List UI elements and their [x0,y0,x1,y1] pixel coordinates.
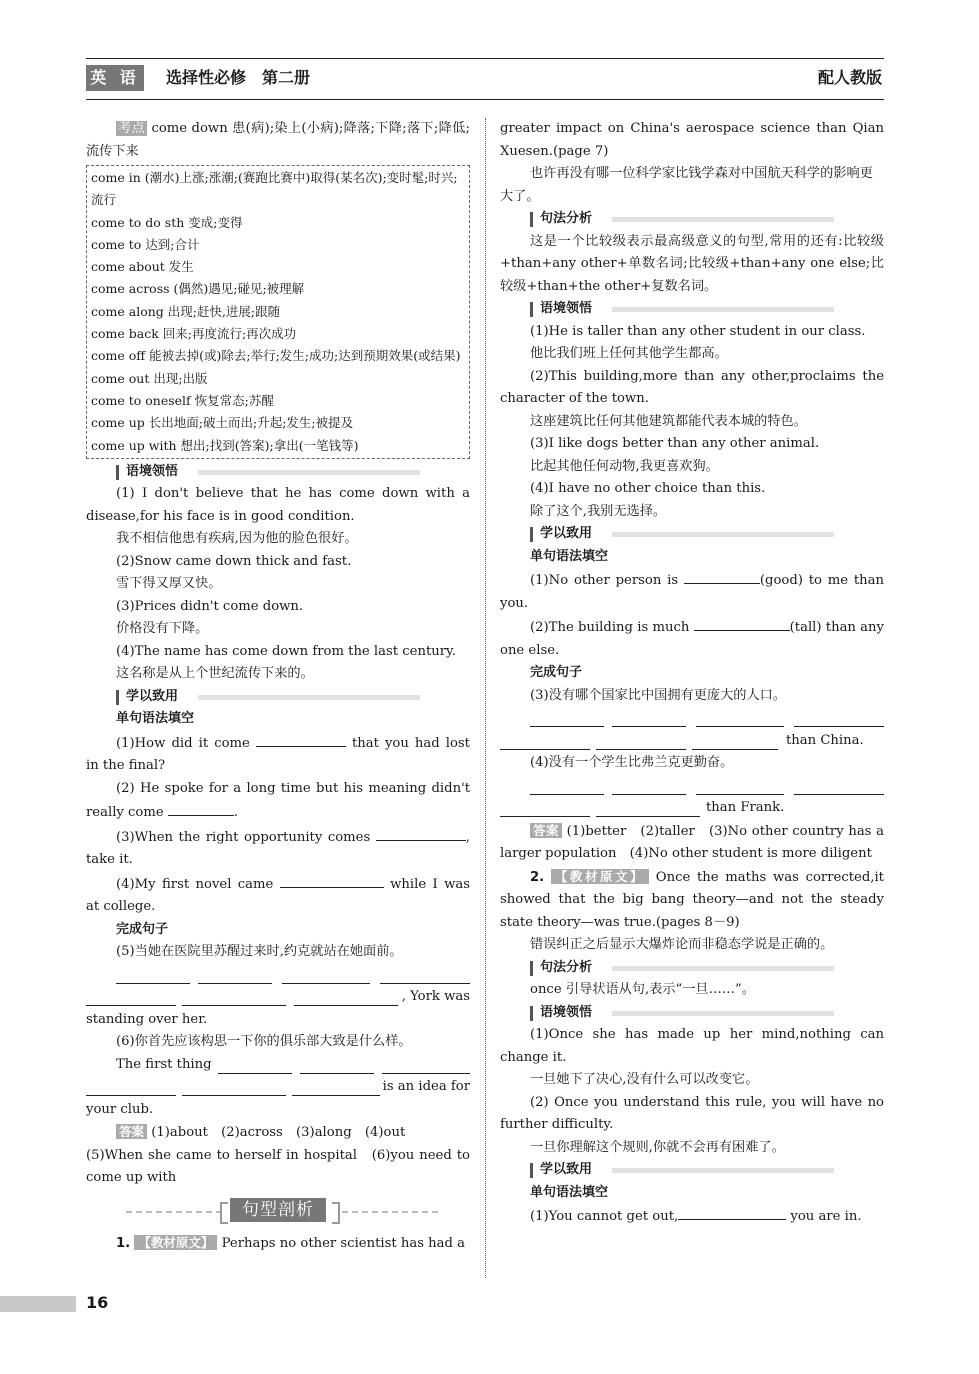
answer-block-cont: (5)When she came to herself in hospital (6)you need to come up with [86,1147,470,1186]
phrase-item: come in (潮水)上涨;涨潮;(赛跑比赛中)取得(某名次);变时髦;时兴;流行 [91,170,458,208]
answer-line-row [86,1054,470,1077]
textbook-item-2-zh: 错误纠正之后显示大爆炸论而非稳态学说是正确的。 [530,937,834,952]
question-2: (2) He spoke for a long time but his meaning didn't really come . [86,780,470,821]
section-heading-context: 语境领悟 [500,1002,884,1025]
phrase-item: come up 长出地面;破土而出;升起;发生;被提及 [91,415,354,431]
answer-blank[interactable] [256,731,346,747]
subheading-complete: 完成句子 [116,921,169,937]
answer-blank[interactable] [168,800,234,816]
column-divider [485,118,486,1278]
answer-blank[interactable] [182,1080,286,1096]
section-heading-apply: 学以致用 [500,1159,884,1182]
subheading-fill: 单句语法填空 [530,1184,609,1200]
answer-blank[interactable] [218,1058,292,1074]
answer-blank[interactable] [612,711,686,727]
example-en: (2)This building,more than any other,proclaims the character of the town. [500,368,884,406]
question-6: (6)你首先应该构思一下你的俱乐部大致是什么样。 [116,1034,412,1050]
answer-blank[interactable] [596,801,700,817]
question-5-end: standing over her. [86,1011,208,1027]
answer-blank[interactable] [684,568,760,584]
answer-line-row [500,775,884,798]
answer-blank[interactable] [678,1204,786,1220]
textbook-tag: 【教材原文】 [551,869,649,884]
right-column [500,118,884,1229]
syntax-analysis: 这是一个比较级表示最高级意义的句型,常用的还有:比较级+than+any other+单数名词;比较级+than+any one else;比较级+than+the other+复数名词。 [500,233,884,294]
example-zh: 这座建筑比任何其他建筑都能代表本城的特色。 [530,413,807,429]
page-number: 16 [86,1293,109,1312]
answer-blank[interactable] [86,1080,176,1096]
example-zh: 价格没有下降。 [116,621,209,637]
example-en: (2)Snow came down thick and fast. [116,553,352,569]
section-heading-syntax: 句法分析 [500,208,884,231]
answer-blank[interactable] [794,779,884,795]
phrase-item: come to 达到;合计 [91,236,200,252]
phrase-item: come back 回来;再度流行;再次成功 [91,326,297,342]
phrase-item: come up with 想出;找到(答案);拿出(一笔钱等) [91,437,359,453]
example-zh: 雪下得又厚又快。 [116,576,222,592]
kaodian-text: come down 患(病);染上(小病);降落;下降;落下;降低;流传下来 [86,121,471,159]
question-3: (3)When the right opportunity comes , take it. [86,825,470,872]
footer-bar [0,1296,76,1312]
page-header [86,58,884,100]
example-zh: 除了这个,我别无选择。 [530,503,667,519]
question-4-tail: than Frank. [706,800,785,815]
answer-blank[interactable] [116,968,190,984]
answer-blank[interactable] [530,779,604,795]
question-3-tail: than China. [786,732,864,748]
answer-blank[interactable] [294,990,398,1006]
example-zh: 一旦你理解这个规则,你就不会再有困难了。 [530,1139,785,1155]
section-banner [86,1196,470,1228]
example-zh: 我不相信他患有疾病,因为他的脸色很好。 [116,531,358,547]
question-4: (4)没有一个学生比弗兰克更勤奋。 [530,755,734,770]
phrase-item: come along 出现;赶快,进展;跟随 [91,303,281,319]
phrase-item: come to do sth 变成;变得 [91,214,243,230]
section-heading-context: 语境领悟 [500,298,884,321]
answer-blank[interactable] [530,711,604,727]
answer-line-row [500,797,884,820]
phrase-item: come to oneself 恢复常态;苏醒 [91,392,274,408]
example-en: (3)I like dogs better than any other animal. [530,436,820,451]
answer-blank[interactable] [282,968,370,984]
answer-blank[interactable] [692,734,778,750]
edition-label: 配人教版 [817,68,882,87]
question-3: (3)没有哪个国家比中国拥有更庞大的人口。 [530,687,787,703]
question-6-start: The first thing [116,1056,212,1072]
example-zh: 比起其他任何动物,我更喜欢狗。 [530,458,719,474]
answer-blank[interactable] [696,779,784,795]
subject-badge: 英 语 [86,65,144,91]
section-heading-context: 语境领悟 [86,461,470,484]
subheading-fill: 单句语法填空 [116,711,195,727]
textbook-item-2: 2. 【教材原文】 Once the maths was corrected,it showed that the big bang theory—and not the steady state theory—was true.(pages 8－9) [500,868,884,930]
example-en: (1)He is taller than any other student in our class. [530,323,866,339]
question-4: (4)My first novel came while I was at college. [86,872,470,919]
question-6-end: your club. [86,1101,154,1117]
banner-title: 句型剖析 [230,1198,326,1222]
textbook-item-1: 1. 【教材原文】 Perhaps no other scientist has had a [116,1234,466,1251]
answer-blank[interactable] [612,779,686,795]
example-zh: 一旦她下了决心,没有什么可以改变它。 [530,1072,759,1087]
section-heading-apply: 学以致用 [86,686,470,709]
answer-tag: 答案 [530,823,562,838]
example-en: (1) I don't believe that he has come down with a disease,for his face is in good condition. [86,486,470,524]
answer-blank[interactable] [380,968,470,984]
answer-blank[interactable] [500,801,590,817]
answer-blank[interactable] [300,1058,374,1074]
question-5-tail: , York was [401,989,470,1005]
answer-blank[interactable] [198,968,272,984]
subheading-fill: 单句语法填空 [530,548,609,564]
example-en: (4)The name has come down from the last century. [116,643,456,659]
section-heading-apply: 学以致用 [500,523,884,546]
textbook-item-1-cont: greater impact on China's aerospace science than Qian Xuesen.(page 7) [500,121,884,159]
textbook-item-1-zh: 也许再没有哪一位科学家比钱学森对中国航天科学的影响更大了。 [500,166,873,204]
example-en: (2) Once you understand this rule, you will have no further difficulty. [500,1094,884,1132]
question-5: (5)当她在医院里苏醒过来时,约克就站在她面前。 [116,944,403,960]
question-6-tail: is an idea for [382,1079,470,1095]
kaodian-paragraph [86,118,470,163]
answer-line-row [86,1076,470,1099]
answer-blank[interactable] [182,990,286,1006]
left-column [86,118,470,1255]
example-en: (3)Prices didn't come down. [116,598,304,614]
phrase-box [86,165,470,459]
question-last: (1)You cannot get out, you are in. [500,1204,884,1229]
answer-blank[interactable] [280,872,384,888]
answer-blank[interactable] [86,990,176,1006]
phrase-item: come across (偶然)遇见;碰见;被理解 [91,281,305,297]
answer-tag: 答案 [116,1124,147,1139]
answer-line-row [86,964,470,987]
answer-line-row [500,707,884,730]
answer-line-row [86,986,470,1009]
kaodian-tag: 考点 [118,121,145,136]
book-title: 选择性必修 第二册 [166,68,311,87]
phrase-item: come out 出现;出版 [91,370,208,386]
answer-blank[interactable] [500,734,590,750]
example-en: (1)Once she has made up her mind,nothing can change it. [500,1027,884,1065]
answer-blank[interactable] [382,1058,470,1074]
section-heading-syntax: 句法分析 [500,957,884,980]
answer-blank[interactable] [696,711,784,727]
phrase-item: come off 能被去掉(或)除去;举行;发生;成功;达到预期效果(或结果) [91,348,461,364]
subheading-complete: 完成句子 [530,665,583,680]
example-en: (4)I have no other choice than this. [530,481,766,496]
answer-line-row [500,730,884,753]
answer-block: 答案 (1)about (2)across (3)along (4)out [86,1121,470,1145]
question-1: (1)No other person is (good) to me than you. [500,568,884,615]
answer-blank[interactable] [596,734,686,750]
answer-blank[interactable] [376,825,466,841]
answer-block: 答案 (1)better (2)taller (3)No other country has a larger population (4)No other student is more diligent [500,822,884,861]
syntax-analysis: once 引导状语从句,表示“一旦……”。 [530,982,755,997]
question-2: (2)The building is much (tall) than any one else. [500,615,884,662]
answer-blank[interactable] [794,711,884,727]
example-zh: 他比我们班上任何其他学生都高。 [530,346,728,361]
answer-blank[interactable] [694,615,790,631]
answer-blank[interactable] [292,1080,380,1096]
question-1: (1)How did it come that you had lost in the final? [86,731,470,778]
example-zh: 这名称是从上个世纪流传下来的。 [116,666,314,682]
textbook-tag: 【教材原文】 [134,1235,217,1250]
phrase-item: come about 发生 [91,259,194,275]
